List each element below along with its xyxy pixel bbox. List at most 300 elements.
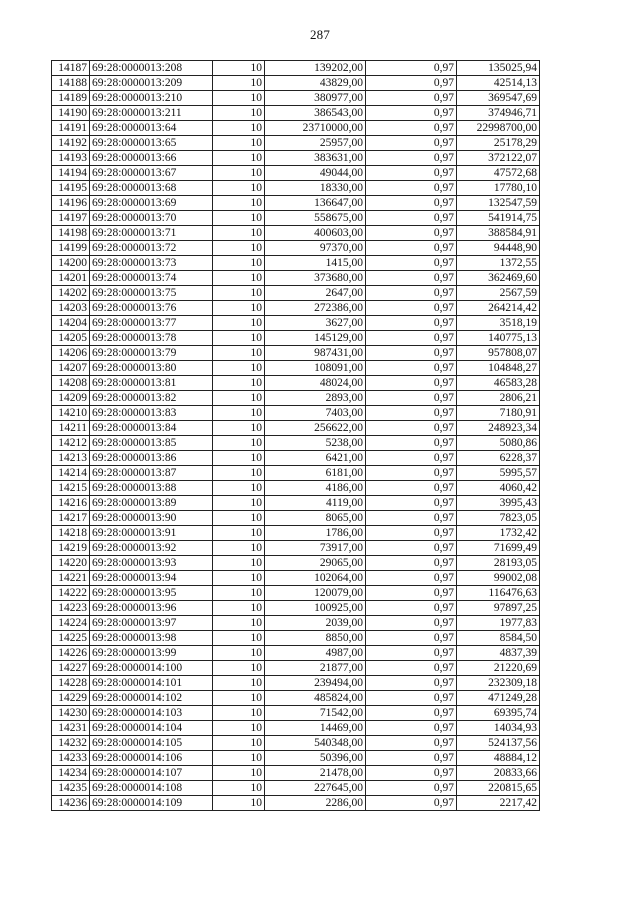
- coefficient-cell: 0,97: [366, 676, 457, 691]
- result-cell: 6228,37: [457, 451, 540, 466]
- cadastral-number-cell: 69:28:0000013:91: [90, 526, 213, 541]
- row-number-cell: 14226: [52, 646, 90, 661]
- value-cell: 21478,00: [265, 766, 366, 781]
- result-cell: 46583,28: [457, 376, 540, 391]
- cadastral-number-cell: 69:28:0000014:108: [90, 781, 213, 796]
- result-cell: 97897,25: [457, 601, 540, 616]
- cadastral-number-cell: 69:28:0000013:82: [90, 391, 213, 406]
- cadastral-number-cell: 69:28:0000014:100: [90, 661, 213, 676]
- value-cell: 14469,00: [265, 721, 366, 736]
- row-number-cell: 14190: [52, 106, 90, 121]
- coefficient-cell: 0,97: [366, 781, 457, 796]
- table-row: [52, 451, 540, 466]
- table-row: [52, 571, 540, 586]
- cadastral-number-cell: 69:28:0000013:65: [90, 136, 213, 151]
- value-cell: 256622,00: [265, 421, 366, 436]
- coefficient-cell: 0,97: [366, 586, 457, 601]
- column-3-cell: 10: [213, 556, 265, 571]
- cadastral-number-cell: 69:28:0000013:89: [90, 496, 213, 511]
- coefficient-cell: 0,97: [366, 286, 457, 301]
- cadastral-number-cell: 69:28:0000013:93: [90, 556, 213, 571]
- row-number-cell: 14234: [52, 766, 90, 781]
- column-3-cell: 10: [213, 646, 265, 661]
- coefficient-cell: 0,97: [366, 271, 457, 286]
- row-number-cell: 14224: [52, 616, 90, 631]
- column-3-cell: 10: [213, 721, 265, 736]
- cadastral-number-cell: 69:28:0000013:75: [90, 286, 213, 301]
- column-3-cell: 10: [213, 541, 265, 556]
- value-cell: 3627,00: [265, 316, 366, 331]
- table-row: [52, 91, 540, 106]
- coefficient-cell: 0,97: [366, 751, 457, 766]
- coefficient-cell: 0,97: [366, 661, 457, 676]
- result-cell: 22998700,00: [457, 121, 540, 136]
- value-cell: 558675,00: [265, 211, 366, 226]
- value-cell: 29065,00: [265, 556, 366, 571]
- coefficient-cell: 0,97: [366, 91, 457, 106]
- coefficient-cell: 0,97: [366, 466, 457, 481]
- data-table: [51, 60, 540, 811]
- table-row: [52, 646, 540, 661]
- cadastral-number-cell: 69:28:0000013:85: [90, 436, 213, 451]
- table-row: [52, 796, 540, 811]
- row-number-cell: 14233: [52, 751, 90, 766]
- row-number-cell: 14191: [52, 121, 90, 136]
- cadastral-number-cell: 69:28:0000013:80: [90, 361, 213, 376]
- row-number-cell: 14195: [52, 181, 90, 196]
- coefficient-cell: 0,97: [366, 706, 457, 721]
- table-row: [52, 481, 540, 496]
- table-row: [52, 136, 540, 151]
- cadastral-number-cell: 69:28:0000013:72: [90, 241, 213, 256]
- value-cell: 71542,00: [265, 706, 366, 721]
- column-3-cell: 10: [213, 181, 265, 196]
- coefficient-cell: 0,97: [366, 631, 457, 646]
- coefficient-cell: 0,97: [366, 106, 457, 121]
- table-row: [52, 316, 540, 331]
- value-cell: 2039,00: [265, 616, 366, 631]
- result-cell: 5080,86: [457, 436, 540, 451]
- coefficient-cell: 0,97: [366, 241, 457, 256]
- value-cell: 386543,00: [265, 106, 366, 121]
- table-row: [52, 391, 540, 406]
- value-cell: 2286,00: [265, 796, 366, 811]
- result-cell: 4837,39: [457, 646, 540, 661]
- value-cell: 5238,00: [265, 436, 366, 451]
- coefficient-cell: 0,97: [366, 646, 457, 661]
- result-cell: 388584,91: [457, 226, 540, 241]
- coefficient-cell: 0,97: [366, 256, 457, 271]
- coefficient-cell: 0,97: [366, 226, 457, 241]
- row-number-cell: 14203: [52, 301, 90, 316]
- row-number-cell: 14221: [52, 571, 90, 586]
- value-cell: 136647,00: [265, 196, 366, 211]
- column-3-cell: 10: [213, 256, 265, 271]
- table-row: [52, 436, 540, 451]
- result-cell: 104848,27: [457, 361, 540, 376]
- row-number-cell: 14222: [52, 586, 90, 601]
- row-number-cell: 14232: [52, 736, 90, 751]
- result-cell: 374946,71: [457, 106, 540, 121]
- table-row: [52, 541, 540, 556]
- table-row: [52, 496, 540, 511]
- column-3-cell: 10: [213, 751, 265, 766]
- column-3-cell: 10: [213, 61, 265, 76]
- column-3-cell: 10: [213, 271, 265, 286]
- value-cell: 49044,00: [265, 166, 366, 181]
- result-cell: 1977,83: [457, 616, 540, 631]
- table-row: [52, 511, 540, 526]
- row-number-cell: 14213: [52, 451, 90, 466]
- row-number-cell: 14188: [52, 76, 90, 91]
- result-cell: 5995,57: [457, 466, 540, 481]
- table-row: [52, 331, 540, 346]
- coefficient-cell: 0,97: [366, 76, 457, 91]
- cadastral-number-cell: 69:28:0000013:98: [90, 631, 213, 646]
- column-3-cell: 10: [213, 691, 265, 706]
- value-cell: 100925,00: [265, 601, 366, 616]
- cadastral-number-cell: 69:28:0000014:109: [90, 796, 213, 811]
- row-number-cell: 14202: [52, 286, 90, 301]
- column-3-cell: 10: [213, 481, 265, 496]
- result-cell: 372122,07: [457, 151, 540, 166]
- table-row: [52, 601, 540, 616]
- row-number-cell: 14218: [52, 526, 90, 541]
- column-3-cell: 10: [213, 91, 265, 106]
- coefficient-cell: 0,97: [366, 151, 457, 166]
- row-number-cell: 14208: [52, 376, 90, 391]
- value-cell: 25957,00: [265, 136, 366, 151]
- cadastral-number-cell: 69:28:0000013:64: [90, 121, 213, 136]
- value-cell: 43829,00: [265, 76, 366, 91]
- value-cell: 18330,00: [265, 181, 366, 196]
- cadastral-number-cell: 69:28:0000013:94: [90, 571, 213, 586]
- coefficient-cell: 0,97: [366, 391, 457, 406]
- result-cell: 248923,34: [457, 421, 540, 436]
- row-number-cell: 14201: [52, 271, 90, 286]
- value-cell: 21877,00: [265, 661, 366, 676]
- row-number-cell: 14210: [52, 406, 90, 421]
- column-3-cell: 10: [213, 586, 265, 601]
- coefficient-cell: 0,97: [366, 166, 457, 181]
- value-cell: 485824,00: [265, 691, 366, 706]
- value-cell: 987431,00: [265, 346, 366, 361]
- value-cell: 145129,00: [265, 331, 366, 346]
- cadastral-number-cell: 69:28:0000013:87: [90, 466, 213, 481]
- result-cell: 14034,93: [457, 721, 540, 736]
- coefficient-cell: 0,97: [366, 601, 457, 616]
- cadastral-number-cell: 69:28:0000014:102: [90, 691, 213, 706]
- result-cell: 957808,07: [457, 346, 540, 361]
- table-row: [52, 466, 540, 481]
- cadastral-number-cell: 69:28:0000013:97: [90, 616, 213, 631]
- result-cell: 2567,59: [457, 286, 540, 301]
- row-number-cell: 14207: [52, 361, 90, 376]
- cadastral-number-cell: 69:28:0000013:88: [90, 481, 213, 496]
- coefficient-cell: 0,97: [366, 211, 457, 226]
- cadastral-number-cell: 69:28:0000014:105: [90, 736, 213, 751]
- column-3-cell: 10: [213, 616, 265, 631]
- table-row: [52, 241, 540, 256]
- result-cell: 3518,19: [457, 316, 540, 331]
- row-number-cell: 14209: [52, 391, 90, 406]
- column-3-cell: 10: [213, 196, 265, 211]
- coefficient-cell: 0,97: [366, 316, 457, 331]
- row-number-cell: 14219: [52, 541, 90, 556]
- column-3-cell: 10: [213, 151, 265, 166]
- column-3-cell: 10: [213, 496, 265, 511]
- value-cell: 48024,00: [265, 376, 366, 391]
- table-row: [52, 166, 540, 181]
- table-row: [52, 661, 540, 676]
- cadastral-number-cell: 69:28:0000013:211: [90, 106, 213, 121]
- column-3-cell: 10: [213, 391, 265, 406]
- value-cell: 380977,00: [265, 91, 366, 106]
- table-row: [52, 616, 540, 631]
- value-cell: 6181,00: [265, 466, 366, 481]
- table-body: [52, 61, 540, 811]
- coefficient-cell: 0,97: [366, 406, 457, 421]
- result-cell: 1732,42: [457, 526, 540, 541]
- result-cell: 116476,63: [457, 586, 540, 601]
- value-cell: 120079,00: [265, 586, 366, 601]
- result-cell: 140775,13: [457, 331, 540, 346]
- cadastral-number-cell: 69:28:0000013:69: [90, 196, 213, 211]
- table-row: [52, 556, 540, 571]
- cadastral-number-cell: 69:28:0000014:107: [90, 766, 213, 781]
- result-cell: 2806,21: [457, 391, 540, 406]
- row-number-cell: 14230: [52, 706, 90, 721]
- result-cell: 4060,42: [457, 481, 540, 496]
- column-3-cell: 10: [213, 511, 265, 526]
- result-cell: 20833,66: [457, 766, 540, 781]
- table-row: [52, 706, 540, 721]
- cadastral-number-cell: 69:28:0000013:71: [90, 226, 213, 241]
- result-cell: 71699,49: [457, 541, 540, 556]
- value-cell: 108091,00: [265, 361, 366, 376]
- cadastral-number-cell: 69:28:0000014:103: [90, 706, 213, 721]
- column-3-cell: 10: [213, 211, 265, 226]
- value-cell: 1786,00: [265, 526, 366, 541]
- cadastral-number-cell: 69:28:0000013:99: [90, 646, 213, 661]
- table-row: [52, 226, 540, 241]
- value-cell: 1415,00: [265, 256, 366, 271]
- value-cell: 4186,00: [265, 481, 366, 496]
- table-row: [52, 766, 540, 781]
- result-cell: 99002,08: [457, 571, 540, 586]
- row-number-cell: 14220: [52, 556, 90, 571]
- row-number-cell: 14211: [52, 421, 90, 436]
- value-cell: 239494,00: [265, 676, 366, 691]
- result-cell: 48884,12: [457, 751, 540, 766]
- coefficient-cell: 0,97: [366, 511, 457, 526]
- result-cell: 369547,69: [457, 91, 540, 106]
- column-3-cell: 10: [213, 346, 265, 361]
- table-row: [52, 211, 540, 226]
- value-cell: 2647,00: [265, 286, 366, 301]
- cadastral-number-cell: 69:28:0000013:68: [90, 181, 213, 196]
- cadastral-number-cell: 69:28:0000013:86: [90, 451, 213, 466]
- row-number-cell: 14223: [52, 601, 90, 616]
- column-3-cell: 10: [213, 106, 265, 121]
- result-cell: 21220,69: [457, 661, 540, 676]
- result-cell: 3995,43: [457, 496, 540, 511]
- coefficient-cell: 0,97: [366, 121, 457, 136]
- value-cell: 540348,00: [265, 736, 366, 751]
- result-cell: 541914,75: [457, 211, 540, 226]
- result-cell: 8584,50: [457, 631, 540, 646]
- coefficient-cell: 0,97: [366, 721, 457, 736]
- cadastral-number-cell: 69:28:0000013:76: [90, 301, 213, 316]
- row-number-cell: 14236: [52, 796, 90, 811]
- row-number-cell: 14199: [52, 241, 90, 256]
- row-number-cell: 14235: [52, 781, 90, 796]
- value-cell: 272386,00: [265, 301, 366, 316]
- column-3-cell: 10: [213, 571, 265, 586]
- row-number-cell: 14198: [52, 226, 90, 241]
- row-number-cell: 14206: [52, 346, 90, 361]
- table-row: [52, 631, 540, 646]
- value-cell: 23710000,00: [265, 121, 366, 136]
- column-3-cell: 10: [213, 76, 265, 91]
- coefficient-cell: 0,97: [366, 181, 457, 196]
- cadastral-number-cell: 69:28:0000013:96: [90, 601, 213, 616]
- coefficient-cell: 0,97: [366, 766, 457, 781]
- column-3-cell: 10: [213, 226, 265, 241]
- column-3-cell: 10: [213, 781, 265, 796]
- cadastral-number-cell: 69:28:0000013:74: [90, 271, 213, 286]
- column-3-cell: 10: [213, 361, 265, 376]
- cadastral-number-cell: 69:28:0000013:81: [90, 376, 213, 391]
- table-row: [52, 421, 540, 436]
- result-cell: 28193,05: [457, 556, 540, 571]
- table-row: [52, 781, 540, 796]
- cadastral-number-cell: 69:28:0000013:83: [90, 406, 213, 421]
- value-cell: 97370,00: [265, 241, 366, 256]
- result-cell: 362469,60: [457, 271, 540, 286]
- table-row: [52, 721, 540, 736]
- cadastral-number-cell: 69:28:0000013:90: [90, 511, 213, 526]
- result-cell: 264214,42: [457, 301, 540, 316]
- table-row: [52, 181, 540, 196]
- row-number-cell: 14227: [52, 661, 90, 676]
- column-3-cell: 10: [213, 166, 265, 181]
- row-number-cell: 14217: [52, 511, 90, 526]
- value-cell: 400603,00: [265, 226, 366, 241]
- value-cell: 4119,00: [265, 496, 366, 511]
- column-3-cell: 10: [213, 241, 265, 256]
- coefficient-cell: 0,97: [366, 796, 457, 811]
- result-cell: 69395,74: [457, 706, 540, 721]
- value-cell: 373680,00: [265, 271, 366, 286]
- row-number-cell: 14229: [52, 691, 90, 706]
- coefficient-cell: 0,97: [366, 346, 457, 361]
- column-3-cell: 10: [213, 331, 265, 346]
- column-3-cell: 10: [213, 376, 265, 391]
- row-number-cell: 14228: [52, 676, 90, 691]
- row-number-cell: 14197: [52, 211, 90, 226]
- value-cell: 8065,00: [265, 511, 366, 526]
- row-number-cell: 14192: [52, 136, 90, 151]
- column-3-cell: 10: [213, 136, 265, 151]
- coefficient-cell: 0,97: [366, 526, 457, 541]
- coefficient-cell: 0,97: [366, 376, 457, 391]
- value-cell: 2893,00: [265, 391, 366, 406]
- table-row: [52, 361, 540, 376]
- table-row: [52, 106, 540, 121]
- coefficient-cell: 0,97: [366, 736, 457, 751]
- value-cell: 139202,00: [265, 61, 366, 76]
- row-number-cell: 14193: [52, 151, 90, 166]
- cadastral-number-cell: 69:28:0000013:67: [90, 166, 213, 181]
- page-number: 287: [309, 27, 331, 42]
- value-cell: 50396,00: [265, 751, 366, 766]
- row-number-cell: 14225: [52, 631, 90, 646]
- row-number-cell: 14196: [52, 196, 90, 211]
- cadastral-number-cell: 69:28:0000013:95: [90, 586, 213, 601]
- column-3-cell: 10: [213, 736, 265, 751]
- result-cell: 1372,55: [457, 256, 540, 271]
- cadastral-number-cell: 69:28:0000013:209: [90, 76, 213, 91]
- coefficient-cell: 0,97: [366, 361, 457, 376]
- cadastral-number-cell: 69:28:0000013:92: [90, 541, 213, 556]
- column-3-cell: 10: [213, 316, 265, 331]
- table-row: [52, 736, 540, 751]
- coefficient-cell: 0,97: [366, 436, 457, 451]
- column-3-cell: 10: [213, 631, 265, 646]
- value-cell: 7403,00: [265, 406, 366, 421]
- coefficient-cell: 0,97: [366, 196, 457, 211]
- table-row: [52, 346, 540, 361]
- coefficient-cell: 0,97: [366, 331, 457, 346]
- result-cell: 25178,29: [457, 136, 540, 151]
- column-3-cell: 10: [213, 526, 265, 541]
- coefficient-cell: 0,97: [366, 481, 457, 496]
- column-3-cell: 10: [213, 121, 265, 136]
- column-3-cell: 10: [213, 766, 265, 781]
- cadastral-number-cell: 69:28:0000013:66: [90, 151, 213, 166]
- result-cell: 2217,42: [457, 796, 540, 811]
- coefficient-cell: 0,97: [366, 61, 457, 76]
- cadastral-number-cell: 69:28:0000013:78: [90, 331, 213, 346]
- result-cell: 135025,94: [457, 61, 540, 76]
- result-cell: 232309,18: [457, 676, 540, 691]
- row-number-cell: 14212: [52, 436, 90, 451]
- value-cell: 8850,00: [265, 631, 366, 646]
- table-row: [52, 376, 540, 391]
- column-3-cell: 10: [213, 601, 265, 616]
- value-cell: 6421,00: [265, 451, 366, 466]
- table-row: [52, 691, 540, 706]
- coefficient-cell: 0,97: [366, 421, 457, 436]
- table-row: [52, 151, 540, 166]
- cadastral-number-cell: 69:28:0000014:106: [90, 751, 213, 766]
- column-3-cell: 10: [213, 676, 265, 691]
- result-cell: 132547,59: [457, 196, 540, 211]
- cadastral-number-cell: 69:28:0000014:101: [90, 676, 213, 691]
- coefficient-cell: 0,97: [366, 616, 457, 631]
- row-number-cell: 14214: [52, 466, 90, 481]
- table-row: [52, 76, 540, 91]
- table-row: [52, 526, 540, 541]
- coefficient-cell: 0,97: [366, 541, 457, 556]
- cadastral-number-cell: 69:28:0000013:77: [90, 316, 213, 331]
- row-number-cell: 14189: [52, 91, 90, 106]
- cadastral-number-cell: 69:28:0000013:84: [90, 421, 213, 436]
- cadastral-number-cell: 69:28:0000013:208: [90, 61, 213, 76]
- table-row: [52, 586, 540, 601]
- value-cell: 4987,00: [265, 646, 366, 661]
